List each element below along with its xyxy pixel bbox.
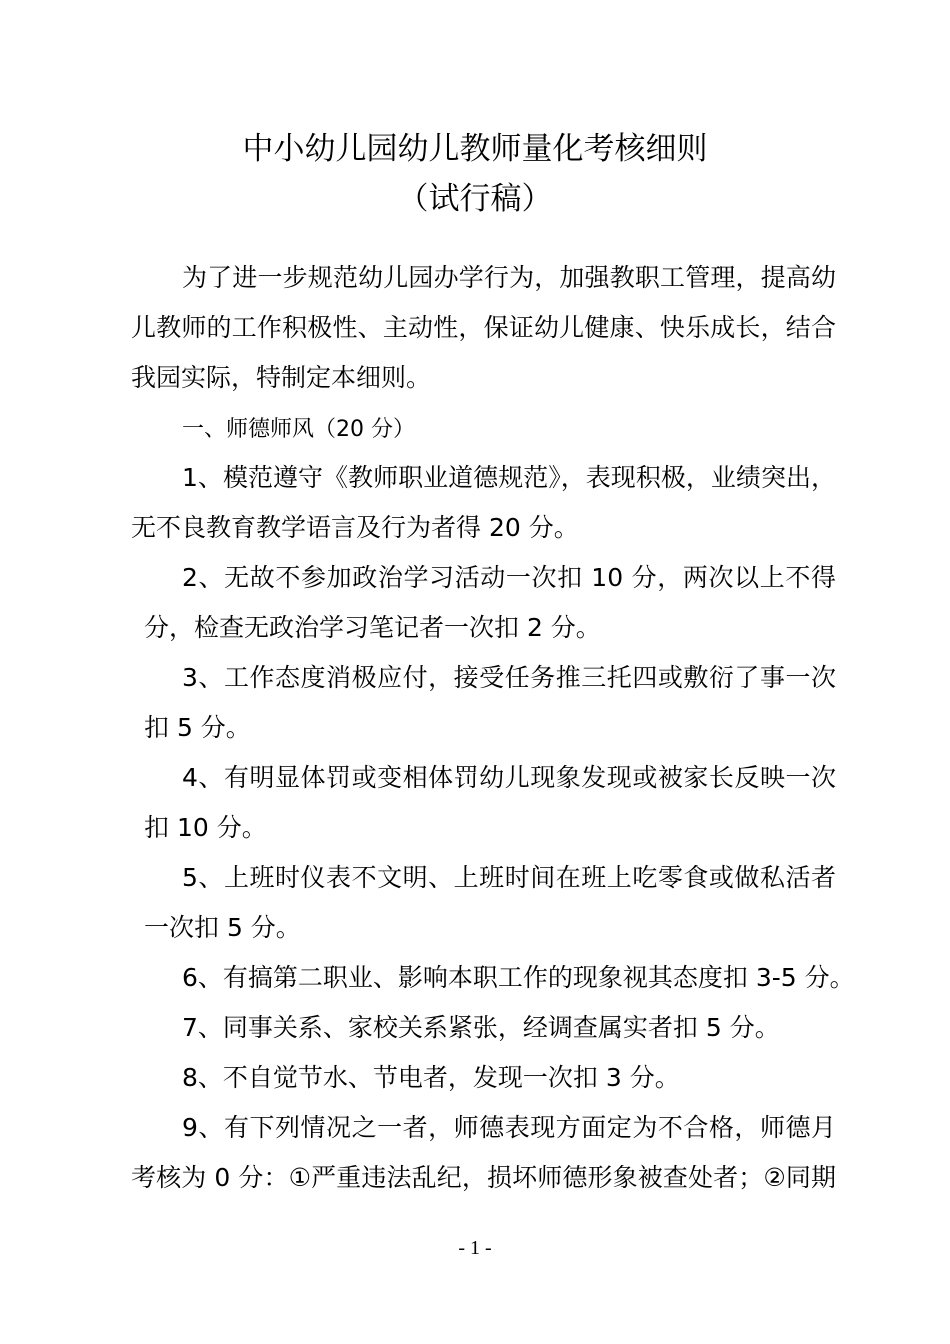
paragraph-line: 2、无故不参加政治学习活动一次扣 10 分，两次以上不得 <box>182 563 836 592</box>
section-heading: 一、师德师风（20 分） <box>182 417 415 442</box>
paragraph-line: 1、模范遵守《教师职业道德规范》，表现积极，业绩突出， <box>182 463 836 492</box>
document-subtitle: （试行稿） <box>397 181 553 217</box>
paragraph-line: 扣 5 分。 <box>144 713 251 742</box>
paragraph-line: 5、上班时仪表不文明、上班时间在班上吃零食或做私活者 <box>182 863 836 892</box>
paragraph-line: 考核为 0 分：①严重违法乱纪，损坏师德形象被查处者；②同期 <box>131 1163 836 1192</box>
paragraph-line: 扣 10 分。 <box>144 813 267 842</box>
page-number: - 1 - <box>458 1237 492 1259</box>
paragraph-line: 3、工作态度消极应付，接受任务推三托四或敷衍了事一次 <box>182 663 836 692</box>
paragraph-line: 儿教师的工作积极性、主动性，保证幼儿健康、快乐成长，结合 <box>131 313 836 342</box>
paragraph-line: 一次扣 5 分。 <box>144 913 301 942</box>
paragraph-line: 我园实际，特制定本细则。 <box>131 363 432 392</box>
document-title: 中小幼儿园幼儿教师量化考核细则 <box>242 131 708 167</box>
paragraph-line: 为了进一步规范幼儿园办学行为，加强教职工管理，提高幼 <box>182 263 836 292</box>
paragraph-line: 9、有下列情况之一者，师德表现方面定为不合格，师德月 <box>182 1113 836 1142</box>
paragraph-line: 8、不自觉节水、节电者，发现一次扣 3 分。 <box>182 1063 680 1092</box>
paragraph-line: 分，检查无政治学习笔记者一次扣 2 分。 <box>144 613 601 642</box>
paragraph-line: 7、同事关系、家校关系紧张，经调查属实者扣 5 分。 <box>182 1013 780 1042</box>
paragraph-line: 6、有搞第二职业、影响本职工作的现象视其态度扣 3-5 分。 <box>182 963 855 992</box>
paragraph-line: 无不良教育教学语言及行为者得 20 分。 <box>131 513 579 542</box>
paragraph-line: 4、有明显体罚或变相体罚幼儿现象发现或被家长反映一次 <box>182 763 836 792</box>
